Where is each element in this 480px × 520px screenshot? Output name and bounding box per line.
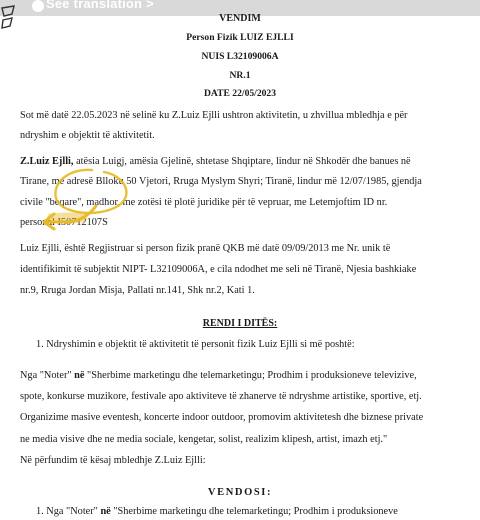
para3-line: identifikimit të subjektit NIPT- L32109006A, e cila ndodhet me seli në Tiranë, Njesia bashkiake xyxy=(20,264,417,275)
para4-line: Nga "Noter" në "Sherbime marketingu dhe telemarketingu; Prodhim i produksioneve televizive, xyxy=(20,370,417,381)
translate-icon xyxy=(32,0,44,12)
para2-line: Tirane, me adresë Blloku 50 Vjetori, Rruga Myslym Shyri; Tiranë, lindur më 12/07/1985, gjendja xyxy=(20,176,422,187)
para3-line: Luiz Ejlli, është Regjistruar si person fizik pranë QKB më datë 09/09/2013 me Nr. unik të xyxy=(20,243,391,254)
para4-line: Organizime masive eventesh, koncerte indoor outdoor, promovim aktivitetesh dhe biznese private xyxy=(20,412,424,423)
para2-name: Z.Luiz Ejlli, xyxy=(20,156,74,167)
para2-line: civile "beqare", madhor, me zotësi të plotë juridike për të vepruar, me Letemjoftim ID nr. xyxy=(20,197,388,208)
para1-line: ndryshim e objektit të aktivitetit. xyxy=(20,130,155,141)
decision-title: VENDOSI: xyxy=(207,487,273,498)
para1-line: Sot më datë 22.05.2023 në selinë ku Z.Luiz Ejlli ushtron aktivitetin, u zhvillua mbledhja e për xyxy=(20,110,408,121)
decision-item: 1. Nga "Noter" në "Sherbime marketingu dhe telemarketingu; Prodhim i produksioneve xyxy=(36,506,398,517)
chevron-right-icon: > xyxy=(146,0,154,11)
decision-number: NR.1 xyxy=(229,70,251,81)
para2-line: personal I50712107S xyxy=(20,217,108,228)
para4-line: spote, konkurse muzikore, festivale apo aktiviteve të zhanerve të ndryshme artistike, sportive, etj. xyxy=(20,391,422,402)
stamp-fragment xyxy=(0,4,22,34)
para3-line: nr.9, Rruga Jordan Misja, Pallati nr.141, Shk nr.2, Kati 1. xyxy=(20,285,255,296)
see-translation-link[interactable]: See translation > xyxy=(46,0,154,11)
decision-date: DATE 22/05/2023 xyxy=(203,88,277,99)
agenda-item: 1. Ndryshimin e objektit të aktivitetit të personit fizik Luiz Ejlli si më poshtë: xyxy=(36,339,355,350)
nuis-number: NUIS L32109006A xyxy=(201,51,279,62)
person-name: Person Fizik LUIZ EJLLI xyxy=(186,32,294,43)
para4-line: Në përfundim të kësaj mbledhje Z.Luiz Ejlli: xyxy=(20,455,206,466)
para4-line: ne media visive dhe ne media sociale, kengetar, solist, realizim klipesh, artist, imazh etj." xyxy=(20,434,388,445)
doc-title: VENDIM xyxy=(219,13,261,24)
para2-line: Z.Luiz Ejlli, atësia Luigj, amësia Gjelinë, shtetase Shqiptare, lindur në Shkodër dhe banues në xyxy=(20,156,411,167)
agenda-title: RENDI I DITËS: xyxy=(202,318,278,329)
